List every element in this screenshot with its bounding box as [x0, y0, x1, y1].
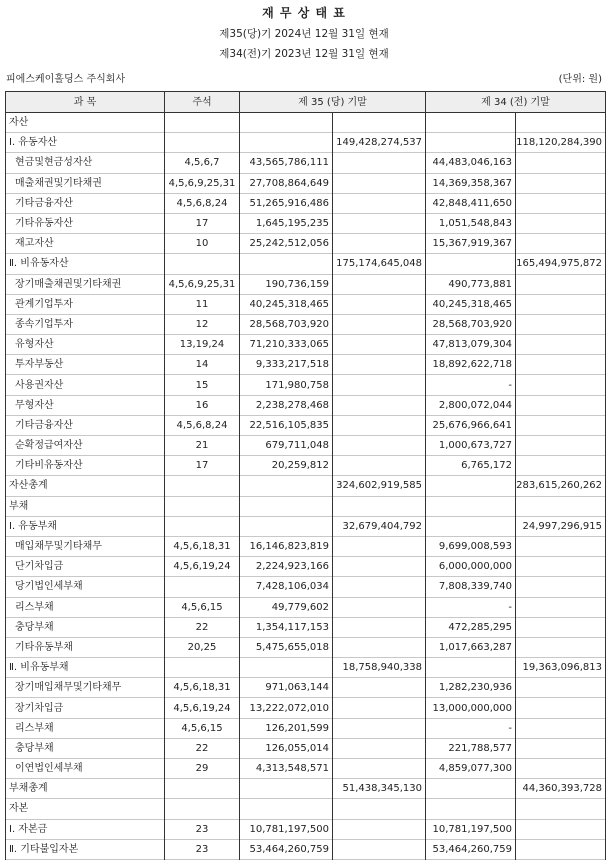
prior-total: 44,360,393,728	[516, 779, 606, 799]
table-row	[6, 516, 606, 536]
account-name: 장기매입채무및기타채무	[6, 678, 165, 698]
current-subtotal	[240, 496, 333, 516]
current-subtotal: 51,265,916,486	[240, 193, 333, 213]
prior-subtotal: 1,017,663,287	[426, 637, 516, 657]
table-row	[6, 779, 606, 799]
prior-total	[516, 637, 606, 657]
current-subtotal: 40,245,318,465	[240, 294, 333, 314]
prior-total	[516, 314, 606, 334]
prior-subtotal	[426, 779, 516, 799]
table-row	[6, 577, 606, 597]
note-ref	[165, 658, 240, 678]
note-ref: 4,5,6,15	[165, 718, 240, 738]
note-ref: 4,5,6,18,31	[165, 678, 240, 698]
prior-total	[516, 415, 606, 435]
prior-subtotal: 6,000,000,000	[426, 557, 516, 577]
account-name: Ⅱ. 비유동부채	[6, 658, 165, 678]
prior-total	[516, 173, 606, 193]
prior-subtotal: 6,765,172	[426, 456, 516, 476]
account-name: 당기법인세부채	[6, 577, 165, 597]
table-row	[6, 274, 606, 294]
note-ref	[165, 133, 240, 153]
prior-total	[516, 294, 606, 314]
table-row	[6, 678, 606, 698]
current-total: 324,602,919,585	[333, 476, 426, 496]
note-ref: 22	[165, 738, 240, 758]
account-name: 단기차입금	[6, 557, 165, 577]
current-total	[333, 294, 426, 314]
prior-subtotal: -	[426, 718, 516, 738]
prior-subtotal: 18,892,622,718	[426, 355, 516, 375]
prior-subtotal	[426, 658, 516, 678]
current-subtotal	[240, 516, 333, 536]
table-row	[6, 557, 606, 577]
current-subtotal: 13,222,072,010	[240, 698, 333, 718]
current-total	[333, 213, 426, 233]
prior-total	[516, 234, 606, 254]
account-name: 자본	[6, 799, 165, 819]
current-subtotal: 126,201,599	[240, 718, 333, 738]
prior-subtotal: 7,808,339,740	[426, 577, 516, 597]
note-ref: 4,5,6,9,25,31	[165, 173, 240, 193]
current-subtotal: 20,259,812	[240, 456, 333, 476]
prior-subtotal	[426, 799, 516, 819]
account-name: Ⅱ. 기타불입자본	[6, 839, 165, 859]
prior-total	[516, 678, 606, 698]
current-total	[333, 637, 426, 657]
note-ref: 4,5,6,18,31	[165, 536, 240, 556]
prior-subtotal: 1,000,673,727	[426, 436, 516, 456]
prior-total: 24,997,296,915	[516, 516, 606, 536]
table-row	[6, 193, 606, 213]
account-name: 순확정급여자산	[6, 436, 165, 456]
prior-total	[516, 274, 606, 294]
current-total	[333, 193, 426, 213]
current-total	[333, 355, 426, 375]
table-row	[6, 536, 606, 556]
current-total	[333, 698, 426, 718]
table-row	[6, 597, 606, 617]
table-row	[6, 173, 606, 193]
prior-subtotal: 13,000,000,000	[426, 698, 516, 718]
current-period-label: 제35(당)기 2024년 12월 31일 현재	[219, 28, 389, 40]
current-total	[333, 819, 426, 839]
current-total	[333, 678, 426, 698]
header-current-period: 제 35 (당) 기말	[240, 92, 426, 113]
prior-subtotal: 10,781,197,500	[426, 819, 516, 839]
account-name: 매출채권및기타채권	[6, 173, 165, 193]
prior-subtotal	[426, 254, 516, 274]
table-row	[6, 335, 606, 355]
current-total	[333, 536, 426, 556]
current-total	[333, 718, 426, 738]
current-subtotal	[240, 779, 333, 799]
table-row	[6, 213, 606, 233]
note-ref: 10	[165, 234, 240, 254]
current-total: 32,679,404,792	[333, 516, 426, 536]
table-row	[6, 234, 606, 254]
table-row	[6, 436, 606, 456]
company-name: 피에스케이홀딩스 주식회사	[6, 74, 126, 85]
prior-subtotal: 44,483,046,163	[426, 153, 516, 173]
current-total	[333, 113, 426, 133]
table-row	[6, 738, 606, 758]
account-name: 매입채무및기타채무	[6, 536, 165, 556]
balance-sheet-table	[5, 91, 606, 860]
account-name: 자산총계	[6, 476, 165, 496]
prior-total	[516, 436, 606, 456]
current-subtotal	[240, 799, 333, 819]
table-row	[6, 819, 606, 839]
account-name: 자산	[6, 113, 165, 133]
note-ref: 4,5,6,9,25,31	[165, 274, 240, 294]
account-name: 관계기업투자	[6, 294, 165, 314]
table-row	[6, 617, 606, 637]
table-row	[6, 314, 606, 334]
prior-total	[516, 738, 606, 758]
current-subtotal: 171,980,758	[240, 375, 333, 395]
current-subtotal: 4,313,548,571	[240, 759, 333, 779]
prior-subtotal: 25,676,966,641	[426, 415, 516, 435]
note-ref: 17	[165, 456, 240, 476]
note-ref	[165, 476, 240, 496]
prior-subtotal: 53,464,260,759	[426, 839, 516, 859]
note-ref	[165, 779, 240, 799]
prior-subtotal: 15,367,919,367	[426, 234, 516, 254]
table-row	[6, 718, 606, 738]
current-total: 175,174,645,048	[333, 254, 426, 274]
account-name: Ⅰ. 자본금	[6, 819, 165, 839]
current-subtotal: 27,708,864,649	[240, 173, 333, 193]
current-subtotal: 2,224,923,166	[240, 557, 333, 577]
note-ref: 4,5,6,19,24	[165, 557, 240, 577]
table-row	[6, 456, 606, 476]
current-subtotal: 22,516,105,835	[240, 415, 333, 435]
prior-subtotal: -	[426, 597, 516, 617]
current-total	[333, 375, 426, 395]
note-ref	[165, 496, 240, 516]
note-ref: 23	[165, 819, 240, 839]
table-row	[6, 355, 606, 375]
current-subtotal	[240, 113, 333, 133]
account-name: 부채	[6, 496, 165, 516]
current-subtotal: 190,736,159	[240, 274, 333, 294]
prior-subtotal	[426, 516, 516, 536]
prior-total	[516, 839, 606, 859]
unit-label: (단위: 원)	[558, 74, 602, 85]
prior-total	[516, 819, 606, 839]
prior-subtotal	[426, 476, 516, 496]
table-row	[6, 415, 606, 435]
account-name: Ⅱ. 비유동자산	[6, 254, 165, 274]
prior-total	[516, 577, 606, 597]
current-subtotal: 1,645,195,235	[240, 213, 333, 233]
prior-total	[516, 395, 606, 415]
prior-subtotal	[426, 133, 516, 153]
account-name: 장기차입금	[6, 698, 165, 718]
account-name: 충당부채	[6, 617, 165, 637]
prior-subtotal	[426, 113, 516, 133]
prior-subtotal: 42,848,411,650	[426, 193, 516, 213]
prior-total	[516, 718, 606, 738]
prior-total: 118,120,284,390	[516, 133, 606, 153]
table-row	[6, 799, 606, 819]
current-subtotal: 28,568,703,920	[240, 314, 333, 334]
account-name: 충당부채	[6, 738, 165, 758]
header-note: 주석	[165, 92, 240, 113]
current-subtotal: 53,464,260,759	[240, 839, 333, 859]
current-total	[333, 799, 426, 819]
current-total: 51,438,345,130	[333, 779, 426, 799]
table-row	[6, 395, 606, 415]
current-subtotal: 25,242,512,056	[240, 234, 333, 254]
current-total	[333, 557, 426, 577]
prior-subtotal: 1,282,230,936	[426, 678, 516, 698]
account-name: Ⅰ. 유동자산	[6, 133, 165, 153]
prior-total	[516, 335, 606, 355]
note-ref: 4,5,6,15	[165, 597, 240, 617]
note-ref: 13,19,24	[165, 335, 240, 355]
current-total	[333, 234, 426, 254]
prior-subtotal: 4,859,077,300	[426, 759, 516, 779]
note-ref: 11	[165, 294, 240, 314]
current-total: 149,428,274,537	[333, 133, 426, 153]
current-total	[333, 456, 426, 476]
table-row	[6, 496, 606, 516]
note-ref	[165, 254, 240, 274]
table-row	[6, 698, 606, 718]
statement-title: 재 무 상 태 표	[262, 6, 346, 20]
current-total	[333, 314, 426, 334]
current-total	[333, 577, 426, 597]
current-subtotal: 971,063,144	[240, 678, 333, 698]
prior-total	[516, 698, 606, 718]
current-subtotal: 7,428,106,034	[240, 577, 333, 597]
current-total	[333, 436, 426, 456]
note-ref: 21	[165, 436, 240, 456]
account-name: 종속기업투자	[6, 314, 165, 334]
note-ref: 23	[165, 839, 240, 859]
prior-total	[516, 113, 606, 133]
account-name: 기타유동부채	[6, 637, 165, 657]
prior-total	[516, 193, 606, 213]
current-subtotal: 49,779,602	[240, 597, 333, 617]
current-total	[333, 617, 426, 637]
note-ref: 22	[165, 617, 240, 637]
account-name: 사용권자산	[6, 375, 165, 395]
table-row	[6, 153, 606, 173]
note-ref: 4,5,6,8,24	[165, 193, 240, 213]
prior-total	[516, 759, 606, 779]
current-total	[333, 395, 426, 415]
current-total	[333, 415, 426, 435]
current-total	[333, 274, 426, 294]
header-account: 과 목	[6, 92, 165, 113]
prior-total: 165,494,975,872	[516, 254, 606, 274]
current-subtotal: 9,333,217,518	[240, 355, 333, 375]
prior-subtotal: 2,800,072,044	[426, 395, 516, 415]
note-ref: 4,5,6,19,24	[165, 698, 240, 718]
table-row	[6, 254, 606, 274]
prior-subtotal: 1,051,548,843	[426, 213, 516, 233]
account-name: 리스부채	[6, 597, 165, 617]
table-row	[6, 113, 606, 133]
current-subtotal	[240, 476, 333, 496]
current-total	[333, 335, 426, 355]
note-ref	[165, 113, 240, 133]
current-total: 18,758,940,338	[333, 658, 426, 678]
prior-total	[516, 496, 606, 516]
current-subtotal: 2,238,278,468	[240, 395, 333, 415]
note-ref: 20,25	[165, 637, 240, 657]
current-subtotal	[240, 254, 333, 274]
note-ref: 15	[165, 375, 240, 395]
prior-subtotal: 221,788,577	[426, 738, 516, 758]
prior-total	[516, 355, 606, 375]
current-subtotal: 1,354,117,153	[240, 617, 333, 637]
prior-subtotal: -	[426, 375, 516, 395]
prior-total	[516, 213, 606, 233]
account-name: 부채총계	[6, 779, 165, 799]
note-ref: 4,5,6,7	[165, 153, 240, 173]
current-subtotal	[240, 133, 333, 153]
current-subtotal: 43,565,786,111	[240, 153, 333, 173]
table-row	[6, 133, 606, 153]
note-ref: 12	[165, 314, 240, 334]
prior-subtotal: 490,773,881	[426, 274, 516, 294]
account-name: 기타유동자산	[6, 213, 165, 233]
prior-total	[516, 799, 606, 819]
table-row	[6, 759, 606, 779]
table-row	[6, 637, 606, 657]
prior-total	[516, 456, 606, 476]
prior-total: 283,615,260,262	[516, 476, 606, 496]
header-row	[6, 92, 606, 113]
account-name: Ⅰ. 유동부채	[6, 516, 165, 536]
current-subtotal: 5,475,655,018	[240, 637, 333, 657]
prior-total	[516, 375, 606, 395]
current-subtotal: 126,055,014	[240, 738, 333, 758]
account-name: 현금및현금성자산	[6, 153, 165, 173]
prior-subtotal: 472,285,295	[426, 617, 516, 637]
account-name: 기타금융자산	[6, 193, 165, 213]
prior-subtotal: 40,245,318,465	[426, 294, 516, 314]
table-row	[6, 476, 606, 496]
note-ref: 29	[165, 759, 240, 779]
account-name: 리스부채	[6, 718, 165, 738]
prior-total: 19,363,096,813	[516, 658, 606, 678]
current-total	[333, 597, 426, 617]
current-subtotal: 71,210,333,065	[240, 335, 333, 355]
current-subtotal	[240, 658, 333, 678]
account-name: 장기매출채권및기타채권	[6, 274, 165, 294]
prior-subtotal: 28,568,703,920	[426, 314, 516, 334]
prior-subtotal: 14,369,358,367	[426, 173, 516, 193]
prior-period-label: 제34(전)기 2023년 12월 31일 현재	[219, 48, 389, 60]
current-total	[333, 153, 426, 173]
prior-subtotal	[426, 496, 516, 516]
account-name: 재고자산	[6, 234, 165, 254]
current-subtotal: 679,711,048	[240, 436, 333, 456]
prior-total	[516, 617, 606, 637]
account-name: 기타금융자산	[6, 415, 165, 435]
header-prior-period: 제 34 (전) 기말	[426, 92, 606, 113]
prior-total	[516, 557, 606, 577]
account-name: 무형자산	[6, 395, 165, 415]
note-ref	[165, 516, 240, 536]
table-row	[6, 294, 606, 314]
current-total	[333, 839, 426, 859]
prior-subtotal: 9,699,008,593	[426, 536, 516, 556]
note-ref: 16	[165, 395, 240, 415]
current-total	[333, 173, 426, 193]
note-ref: 17	[165, 213, 240, 233]
current-subtotal: 16,146,823,819	[240, 536, 333, 556]
note-ref: 4,5,6,8,24	[165, 415, 240, 435]
current-subtotal: 10,781,197,500	[240, 819, 333, 839]
current-total	[333, 738, 426, 758]
note-ref	[165, 577, 240, 597]
account-name: 이연법인세부채	[6, 759, 165, 779]
prior-total	[516, 597, 606, 617]
account-name: 기타비유동자산	[6, 456, 165, 476]
note-ref	[165, 799, 240, 819]
prior-subtotal: 47,813,079,304	[426, 335, 516, 355]
table-row	[6, 375, 606, 395]
account-name: 투자부동산	[6, 355, 165, 375]
prior-total	[516, 536, 606, 556]
table-row	[6, 839, 606, 859]
prior-total	[516, 153, 606, 173]
account-name: 유형자산	[6, 335, 165, 355]
current-total	[333, 759, 426, 779]
note-ref: 14	[165, 355, 240, 375]
table-row	[6, 658, 606, 678]
current-total	[333, 496, 426, 516]
